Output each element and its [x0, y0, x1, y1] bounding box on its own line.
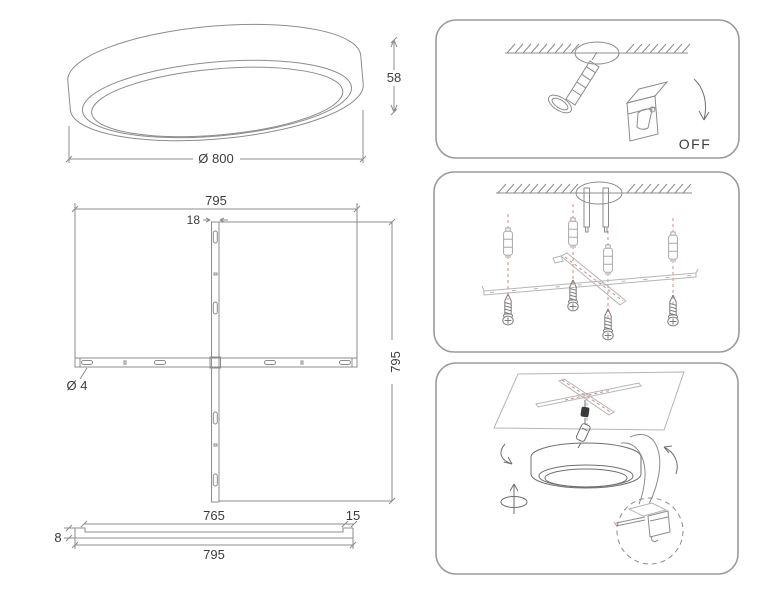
- magnifier-leader: [621, 434, 660, 504]
- front-view: [64, 13, 401, 166]
- diffuser-ring-outer: [79, 50, 354, 147]
- anchor-icon: [604, 245, 613, 275]
- horizontal-bar-slots: [82, 361, 351, 365]
- mounting-bar-horizontal: [75, 358, 357, 367]
- step2-border: [434, 172, 739, 352]
- dim-overall: [72, 538, 356, 562]
- mounting-bracket-iso: [482, 253, 698, 305]
- dim-thickness: [54, 525, 75, 545]
- bar-width-dim-label: 18: [186, 213, 200, 227]
- hook-detail: [614, 503, 670, 541]
- hole-callout: [67, 368, 88, 393]
- step1-panel: [436, 20, 739, 158]
- ceiling-wires: [584, 188, 609, 232]
- width-dim-label: 795: [205, 193, 227, 208]
- wall-plug-icon: [546, 52, 599, 116]
- diameter-dim-label: Ø 800: [198, 151, 234, 166]
- overall-dim-label: 795: [203, 547, 225, 562]
- off-label: OFF: [678, 136, 712, 152]
- alignment-dashes: [508, 204, 673, 318]
- inner-span-label: 765: [203, 508, 225, 523]
- suspension-connector: [576, 400, 591, 448]
- screw-icon: [603, 309, 613, 340]
- dim-inner-span: [81, 508, 360, 527]
- thickness-dim-label: 8: [54, 530, 62, 545]
- power-switch-icon: [627, 82, 667, 141]
- anchor-icon: [669, 232, 678, 262]
- bar-end-caps: [80, 358, 352, 367]
- ceiling-hatch-2: [496, 182, 692, 204]
- magnifier-circle: [617, 498, 683, 564]
- dim-bar-width: [187, 213, 228, 227]
- step3-panel: [436, 363, 738, 574]
- ceiling-hatch-1: [505, 42, 690, 64]
- hole-dim-label: Ø 4: [66, 378, 88, 393]
- profile-view: [54, 508, 360, 562]
- screw-icon: [668, 295, 678, 326]
- attach-arrow-icon: [664, 446, 677, 474]
- anchor-icon: [504, 228, 513, 258]
- diffuser-ring-inner: [89, 58, 346, 146]
- dim-height-right: [219, 219, 403, 504]
- anchor-icon: [569, 218, 578, 248]
- step2-panel: [434, 172, 739, 352]
- height-right-dim-label: 795: [388, 351, 403, 373]
- mounting-bar-vertical: [212, 222, 220, 502]
- profile-outline: [75, 528, 353, 538]
- lamp-iso: [531, 443, 641, 488]
- rotation-axis-icon: [501, 484, 527, 514]
- plan-view: [67, 193, 403, 504]
- drum-outline: [64, 13, 367, 151]
- bracket-iso-small: [536, 379, 641, 425]
- height-dim-label: 58: [386, 70, 402, 85]
- rotate-arrow-icon: [501, 444, 512, 464]
- dim-height-58: [387, 37, 401, 115]
- end-dim-label: 15: [345, 508, 361, 523]
- arrow-down-icon: [694, 79, 709, 120]
